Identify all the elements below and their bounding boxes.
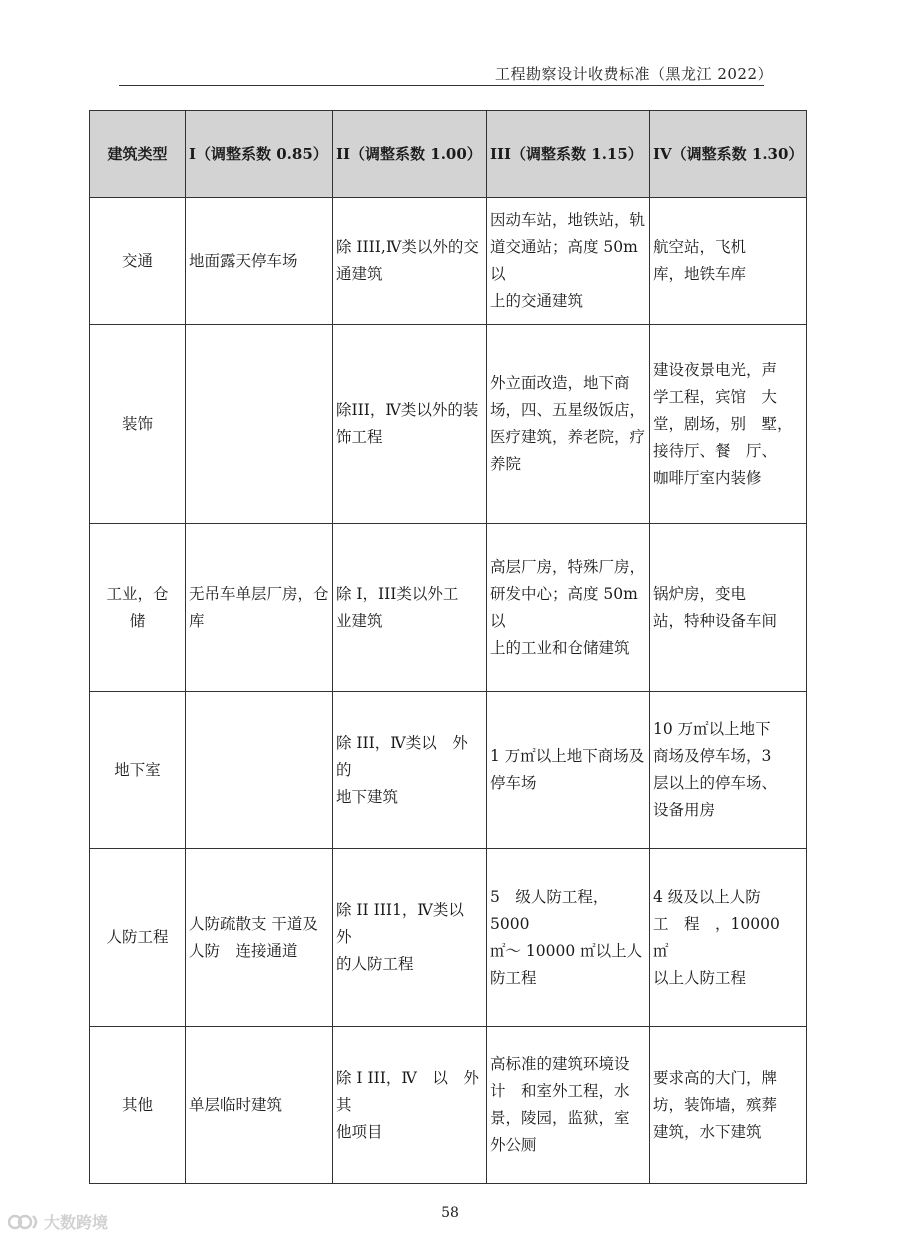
header-building-type: 建筑类型	[90, 111, 186, 198]
class-4-cell: 4 级及以上人防 工 程 ，10000 ㎡ 以上人防工程	[650, 849, 807, 1027]
table-row	[90, 198, 807, 325]
class-1-cell	[186, 692, 333, 849]
table-row	[90, 692, 807, 849]
watermark	[8, 1210, 108, 1233]
table-row	[90, 849, 807, 1027]
building-type-cell: 装饰	[90, 325, 186, 524]
class-1-cell: 人防疏散支 干道及 人防 连接通道	[186, 849, 333, 1027]
class-1-cell: 无吊车单层厂房，仓 库	[186, 524, 333, 692]
table-row	[90, 325, 807, 524]
class-4-cell: 要求高的大门，牌 坊，装饰墙，殡葬 建筑，水下建筑	[650, 1027, 807, 1184]
class-1-cell	[186, 325, 333, 524]
watermark-text: 大数跨境	[44, 1213, 109, 1232]
class-2-cell: 除 I III，Ⅳ 以 外其 他项目	[333, 1027, 487, 1184]
class-2-cell: 除 III，Ⅳ类以 外的 地下建筑	[333, 692, 487, 849]
class-4-cell: 航空站，飞机 库，地铁车库	[650, 198, 807, 325]
class-3-cell: 因动车站，地铁站，轨 道交通站；高度 50m 以 上的交通建筑	[487, 198, 650, 325]
class-4-cell: 建设夜景电光，声 学工程，宾馆 大 堂，剧场，别 墅， 接待厅、餐 厅、 咖啡厅室内装修	[650, 325, 807, 524]
building-type-cell: 交通	[90, 198, 186, 325]
header-class-2: II（调整系数 1.00）	[333, 111, 487, 198]
class-1-cell: 地面露天停车场	[186, 198, 333, 325]
building-classification-table	[89, 110, 807, 1184]
brand-logo-icon	[8, 1212, 42, 1232]
header-divider	[119, 85, 764, 86]
building-type-cell: 地下室	[90, 692, 186, 849]
class-4-cell: 锅炉房，变电 站，特种设备车间	[650, 524, 807, 692]
building-type-cell: 其他	[90, 1027, 186, 1184]
class-4-cell: 10 万㎡以上地下 商场及停车场，3 层以上的停车场、 设备用房	[650, 692, 807, 849]
table-header-row	[90, 111, 807, 198]
building-type-cell: 工业，仓 储	[90, 524, 186, 692]
class-3-cell: 5 级人防工程，5000 ㎡～ 10000 ㎡以上人 防工程	[487, 849, 650, 1027]
class-3-cell: 高层厂房，特殊厂房， 研发中心；高度 50m 以 上的工业和仓储建筑	[487, 524, 650, 692]
table-row	[90, 524, 807, 692]
header-class-4: IV（调整系数 1.30）	[650, 111, 807, 198]
class-3-cell: 高标准的建筑环境设 计 和室外工程，水 景，陵园，监狱，室 外公厕	[487, 1027, 650, 1184]
class-3-cell: 外立面改造，地下商 场，四、五星级饭店， 医疗建筑，养老院，疗 养院	[487, 325, 650, 524]
building-type-cell: 人防工程	[90, 849, 186, 1027]
class-2-cell: 除 IIII,Ⅳ类以外的交 通建筑	[333, 198, 487, 325]
header-class-1: I（调整系数 0.85）	[186, 111, 333, 198]
header-class-3: III（调整系数 1.15）	[487, 111, 650, 198]
class-2-cell: 除 II III1，Ⅳ类以 外 的人防工程	[333, 849, 487, 1027]
class-2-cell: 除 I，III类以外工 业建筑	[333, 524, 487, 692]
running-header: 工程勘察设计收费标准（黑龙江 2022）	[495, 65, 773, 83]
page-number: 58	[441, 1205, 459, 1221]
class-2-cell: 除III，Ⅳ类以外的装 饰工程	[333, 325, 487, 524]
table-row	[90, 1027, 807, 1184]
class-1-cell: 单层临时建筑	[186, 1027, 333, 1184]
class-3-cell: 1 万㎡以上地下商场及 停车场	[487, 692, 650, 849]
